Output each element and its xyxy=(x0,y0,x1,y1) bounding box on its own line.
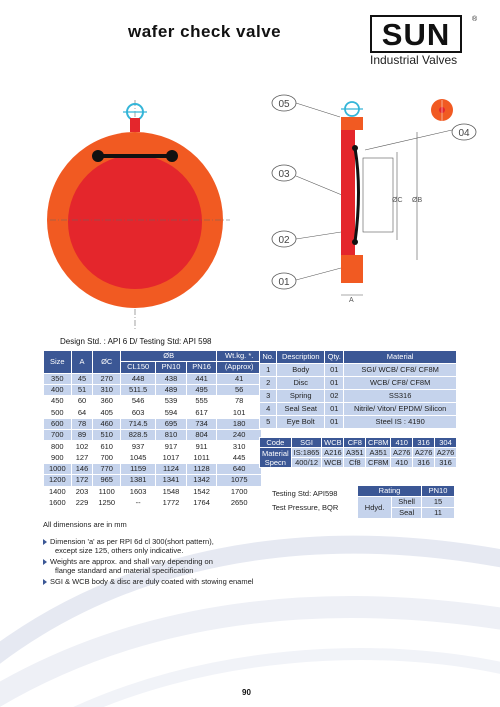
table-row xyxy=(44,418,262,429)
parts-header-description: Description xyxy=(277,351,325,364)
dimension-cell: 828.5 xyxy=(121,430,156,441)
dimension-cell: 60 xyxy=(71,396,93,407)
part-cell: 01 xyxy=(325,364,344,377)
part-cell: Eye Bolt xyxy=(277,416,325,429)
dimension-cell: 900 xyxy=(44,452,72,463)
material-code: CF8 xyxy=(344,438,366,448)
dim-a-label: A xyxy=(349,297,354,304)
dimension-cell: 937 xyxy=(121,441,156,452)
hinge-pin-right xyxy=(166,150,178,162)
part-cell: Steel IS : 4190 xyxy=(344,416,457,429)
dimension-cell: 146 xyxy=(71,463,93,474)
bullet-arrow-icon xyxy=(43,539,47,545)
dimension-cell: 1542 xyxy=(186,486,217,497)
shell-label: Shell xyxy=(392,497,422,508)
dimension-cell: 441 xyxy=(186,373,217,384)
dimension-cell: 1341 xyxy=(156,475,187,486)
dimension-cell: 229 xyxy=(71,497,93,508)
callout-04 xyxy=(365,124,476,150)
dimension-cell: 640 xyxy=(217,463,262,474)
hinge-pin-left xyxy=(92,150,104,162)
dimension-cell: 810 xyxy=(156,430,187,441)
svg-text:03: 03 xyxy=(278,169,290,180)
parts-header-no: No. xyxy=(260,351,277,364)
dimension-cell: 511.5 xyxy=(121,384,156,395)
dimension-cell: 700 xyxy=(93,452,121,463)
dimension-cell: 41 xyxy=(217,373,262,384)
dimension-cell: 1075 xyxy=(217,475,262,486)
dimension-cell: 770 xyxy=(93,463,121,474)
dimension-cell: 1200 xyxy=(44,475,72,486)
page-title: wafer check valve xyxy=(128,22,282,41)
table-row xyxy=(44,430,262,441)
dimension-cell: 360 xyxy=(93,396,121,407)
dimension-cell: 1250 xyxy=(93,497,121,508)
dimension-cell: 101 xyxy=(217,407,262,418)
material-grade: WCB xyxy=(322,458,344,468)
part-cell: Body xyxy=(277,364,325,377)
svg-text:04: 04 xyxy=(458,128,470,139)
parts-header-material: Material xyxy=(344,351,457,364)
dimension-cell: 489 xyxy=(156,384,187,395)
dimension-cell: 51 xyxy=(71,384,93,395)
dimension-cell: 240 xyxy=(217,430,262,441)
dimension-cell: 734 xyxy=(186,418,217,429)
table-row xyxy=(260,364,457,377)
part-cell: 2 xyxy=(260,377,277,390)
dimension-cell: 546 xyxy=(121,396,156,407)
dimension-cell: 1128 xyxy=(186,463,217,474)
dimension-cell: 45 xyxy=(71,373,93,384)
material-spec: A351 xyxy=(344,448,366,458)
dimension-cell: 617 xyxy=(186,407,217,418)
dimension-cell: 1548 xyxy=(156,486,187,497)
dimension-cell: 405 xyxy=(93,407,121,418)
dimension-cell: 78 xyxy=(71,418,93,429)
seal-value: 11 xyxy=(422,508,455,519)
brand-subtitle: Industrial Valves xyxy=(370,53,458,67)
rating-label: Rating xyxy=(358,486,422,497)
shell-value: 15 xyxy=(422,497,455,508)
part-cell: 1 xyxy=(260,364,277,377)
dimension-cell: 310 xyxy=(217,441,262,452)
table-row xyxy=(44,407,262,418)
svg-text:05: 05 xyxy=(278,99,290,110)
part-cell: 3 xyxy=(260,390,277,403)
testing-std: Testing Std: API598 xyxy=(272,489,338,498)
note-1-line-2: except size 125, others only indicative. xyxy=(55,546,184,555)
dimension-cell: 460 xyxy=(93,418,121,429)
note-bullet-1 xyxy=(43,537,214,555)
dimension-cell: 89 xyxy=(71,430,93,441)
part-cell: 01 xyxy=(325,377,344,390)
table-row xyxy=(260,390,457,403)
header-pn16: PN16 xyxy=(186,362,217,373)
dimension-cell: 539 xyxy=(156,396,187,407)
dimension-cell: 1764 xyxy=(186,497,217,508)
eye-bolt-stem xyxy=(130,118,140,132)
material-code: 316 xyxy=(413,438,435,448)
table-row xyxy=(44,441,262,452)
valve-section-view xyxy=(262,90,482,310)
dimension-cell: 495 xyxy=(186,384,217,395)
table-row xyxy=(44,452,262,463)
header-pn10: PN10 xyxy=(156,362,187,373)
dimension-cell: 172 xyxy=(71,475,93,486)
rating-pn: PN10 xyxy=(422,486,455,497)
material-code: WCB xyxy=(322,438,344,448)
callout-01 xyxy=(272,268,341,289)
part-cell: SGI/ WCB/ CF8/ CF8M xyxy=(344,364,457,377)
material-spec: A276 xyxy=(391,448,413,458)
table-row xyxy=(260,403,457,416)
dimension-cell: 700 xyxy=(44,430,72,441)
header-size: Size xyxy=(44,351,72,374)
dimension-cell: 800 xyxy=(44,441,72,452)
dimension-cell: 603 xyxy=(121,407,156,418)
note-2-line-1: Weights are approx. and shall vary depending on xyxy=(50,557,213,566)
part-cell: Seal Seat xyxy=(277,403,325,416)
part-cell: SS316 xyxy=(344,390,457,403)
part-cell: WCB/ CF8/ CF8M xyxy=(344,377,457,390)
dimension-cell: 1700 xyxy=(217,486,262,497)
parts-table-body xyxy=(260,364,457,429)
valve-front-view xyxy=(40,90,250,340)
material-grade: 316 xyxy=(435,458,457,468)
table-row xyxy=(260,377,457,390)
side-spring xyxy=(355,148,359,242)
header-oc: ØC xyxy=(93,351,121,374)
hydro-label: Hdyd. xyxy=(358,497,392,519)
callout-05 xyxy=(272,95,340,117)
dimension-cell: 600 xyxy=(44,418,72,429)
dim-ob-label: ØB xyxy=(412,197,423,204)
part-cell: Nitrile/ Viton/ EPDM/ Silicon xyxy=(344,403,457,416)
dimension-cell: 911 xyxy=(186,441,217,452)
dimension-cell: 1772 xyxy=(156,497,187,508)
part-cell: 01 xyxy=(325,403,344,416)
dimension-cell: 1000 xyxy=(44,463,72,474)
svg-text:01: 01 xyxy=(278,277,290,288)
registered-mark: ® xyxy=(472,16,478,23)
note-bullet-3 xyxy=(43,577,253,586)
header-cl150: CL150 xyxy=(121,362,156,373)
parts-table xyxy=(259,350,457,429)
material-code: 410 xyxy=(391,438,413,448)
dimension-cell: 610 xyxy=(93,441,121,452)
dimension-cell: 270 xyxy=(93,373,121,384)
table-row xyxy=(44,497,262,508)
header-approx: (Approx) xyxy=(217,362,262,373)
dimension-table-body xyxy=(44,373,262,509)
table-row xyxy=(260,416,457,429)
dimension-cell: 78 xyxy=(217,396,262,407)
note-3-line-1: SGI & WCB body & disc are duly coated with stowing enamel xyxy=(50,577,254,586)
part-cell: Spring xyxy=(277,390,325,403)
dimension-cell: 1017 xyxy=(156,452,187,463)
dimension-cell: 1381 xyxy=(121,475,156,486)
dimension-cell: 714.5 xyxy=(121,418,156,429)
dimension-cell: 555 xyxy=(186,396,217,407)
part-cell: 5 xyxy=(260,416,277,429)
dimension-cell: 1603 xyxy=(121,486,156,497)
dimension-cell: 804 xyxy=(186,430,217,441)
part-cell: 01 xyxy=(325,416,344,429)
header-a: A xyxy=(71,351,93,374)
material-grade: 410 xyxy=(391,458,413,468)
svg-text:02: 02 xyxy=(278,235,290,246)
header-ob: ØB xyxy=(121,351,217,362)
dimension-cell: 56 xyxy=(217,384,262,395)
dimension-cell: 1400 xyxy=(44,486,72,497)
table-row xyxy=(44,384,262,395)
material-spec: A216 xyxy=(322,448,344,458)
dimension-cell: 1045 xyxy=(121,452,156,463)
material-grade: 316 xyxy=(413,458,435,468)
material-grade: Cf8 xyxy=(344,458,366,468)
dimension-cell: 102 xyxy=(71,441,93,452)
rating-table xyxy=(357,485,455,519)
bullet-arrow-icon xyxy=(43,579,47,585)
table-row xyxy=(44,373,262,384)
test-pressure: Test Pressure, BQR xyxy=(272,503,339,512)
side-body-bottom xyxy=(341,255,363,283)
dimension-cell: 510 xyxy=(93,430,121,441)
material-code: CF8M xyxy=(366,438,391,448)
table-row xyxy=(44,475,262,486)
dimension-cell: 450 xyxy=(44,396,72,407)
part-cell: 4 xyxy=(260,403,277,416)
dimension-cell: 438 xyxy=(156,373,187,384)
material-spec: A276 xyxy=(413,448,435,458)
header-wt: Wt.kg. *. xyxy=(217,351,262,362)
material-spec: IS:1865 xyxy=(291,448,322,458)
dimension-cell: 594 xyxy=(156,407,187,418)
dimension-cell: 310 xyxy=(93,384,121,395)
table-row xyxy=(44,486,262,497)
dimension-cell: 695 xyxy=(156,418,187,429)
note-1-line-1: Dimension 'a' as per RPI 6d cl 300(short pattern), xyxy=(50,537,214,546)
mat-spec-label xyxy=(260,448,292,468)
dimension-cell: 127 xyxy=(71,452,93,463)
dimension-cell: 917 xyxy=(156,441,187,452)
dimension-cell: 1159 xyxy=(121,463,156,474)
dimension-table xyxy=(43,350,262,509)
material-grade: 400/12 xyxy=(291,458,322,468)
dim-oc-label: ØC xyxy=(392,197,403,204)
part-cell: 02 xyxy=(325,390,344,403)
table-row xyxy=(44,463,262,474)
dimension-cell: 1011 xyxy=(186,452,217,463)
dimension-cell: 448 xyxy=(121,373,156,384)
table-row xyxy=(44,396,262,407)
material-spec: A351 xyxy=(366,448,391,458)
part-cell: Disc xyxy=(277,377,325,390)
mat-spec-label-2: Specn xyxy=(264,457,286,467)
dimension-cell: 1100 xyxy=(93,486,121,497)
mat-code-label: Code xyxy=(260,438,292,448)
dimension-cell: 1342 xyxy=(186,475,217,486)
bullet-arrow-icon xyxy=(43,559,47,565)
material-grade: CF8M xyxy=(366,458,391,468)
dimension-cell: 180 xyxy=(217,418,262,429)
dimension-cell: 2650 xyxy=(217,497,262,508)
material-code: 304 xyxy=(435,438,457,448)
dimension-cell: 500 xyxy=(44,407,72,418)
valve-disc xyxy=(68,155,202,289)
dimension-cell: 1600 xyxy=(44,497,72,508)
dimension-cell: 64 xyxy=(71,407,93,418)
material-code: SGI xyxy=(291,438,322,448)
parts-header-qty: Qty. xyxy=(325,351,344,364)
note-bullet-2 xyxy=(43,557,213,575)
brand-name: SUN xyxy=(381,17,451,52)
dimension-cell: -- xyxy=(121,497,156,508)
dimension-cell: 350 xyxy=(44,373,72,384)
design-standard: Design Std. : API 6 D/ Testing Std: API 598 xyxy=(60,337,212,346)
dimension-cell: 400 xyxy=(44,384,72,395)
side-body-top xyxy=(341,117,363,130)
note-2-line-2: flange standard and material specification xyxy=(55,566,194,575)
dimension-units-note: All dimensions are in mm xyxy=(43,520,127,529)
mat-spec-label-1: Material xyxy=(261,448,289,458)
dimension-cell: 1124 xyxy=(156,463,187,474)
dimension-cell: 965 xyxy=(93,475,121,486)
material-spec: A276 xyxy=(435,448,457,458)
seal-label: Seal xyxy=(392,508,422,519)
page-number: 90 xyxy=(242,688,251,697)
dimension-cell: 203 xyxy=(71,486,93,497)
material-spec-table xyxy=(259,437,457,468)
dimension-cell: 445 xyxy=(217,452,262,463)
